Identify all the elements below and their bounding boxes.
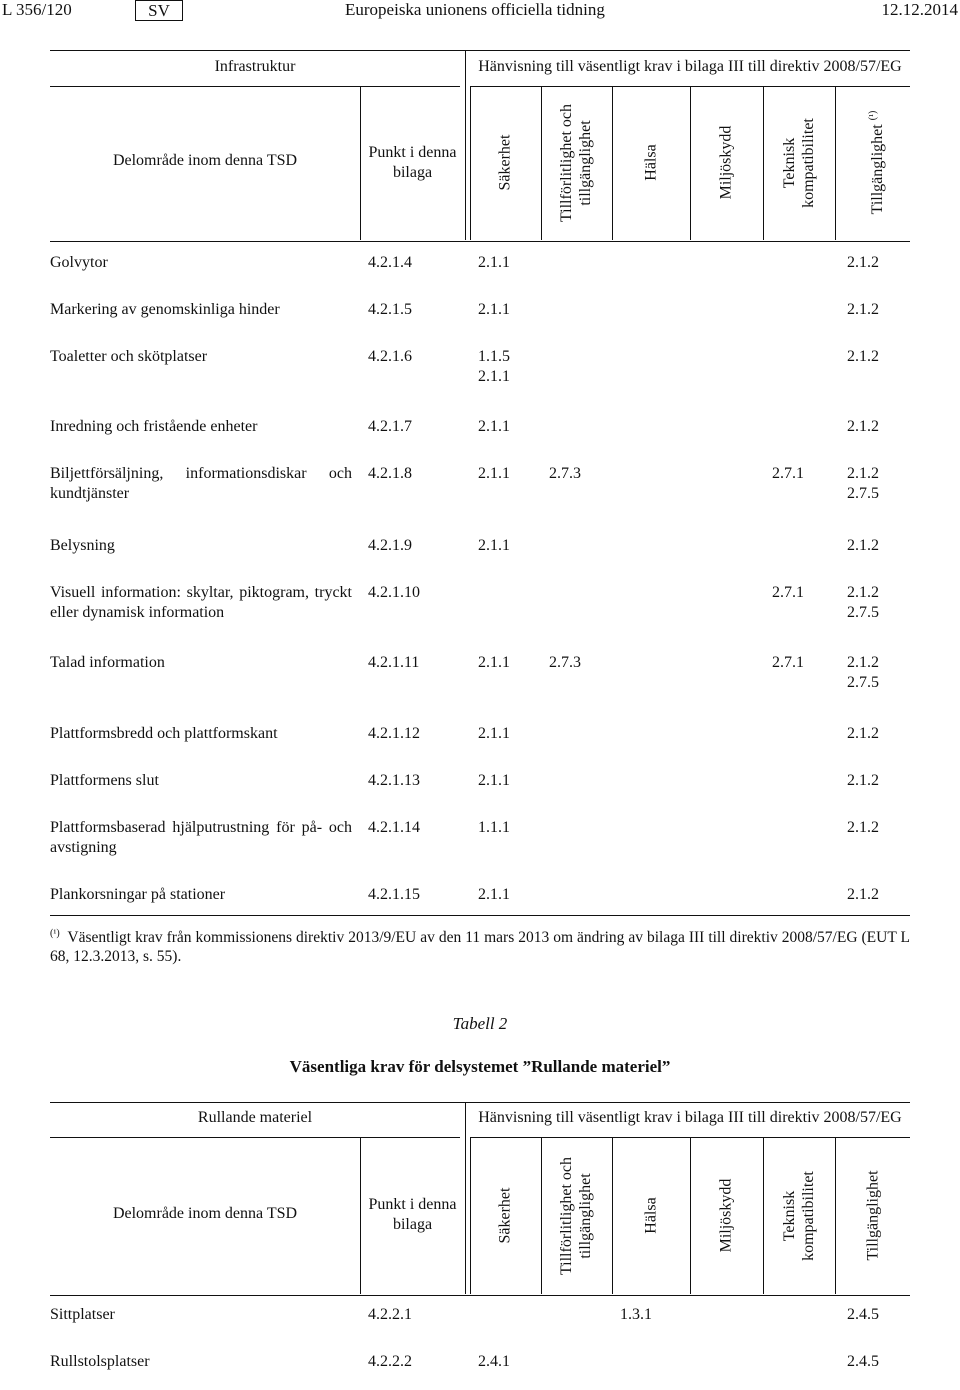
cell-name: Toaletter och skötplatser	[50, 348, 208, 365]
cell-point: 4.2.1.5	[368, 301, 412, 318]
col-divider	[541, 86, 542, 240]
publication-date: 12.12.2014	[881, 0, 958, 19]
footnote-mark: (¹)	[50, 928, 60, 939]
col-divider	[763, 1137, 764, 1294]
cell-name: Rullstolsplatser	[50, 1353, 150, 1370]
cell-point: 4.2.1.10	[368, 584, 420, 601]
group-label-rolling-stock: Rullande materiel	[197, 1109, 313, 1126]
cell-sak: 1.1.1	[478, 819, 510, 836]
col-header-reliability: Tillförlitlighet och tillgänglighet	[558, 103, 594, 223]
cell-point: 4.2.1.15	[368, 886, 420, 903]
cell-sak: 2.1.1	[478, 537, 510, 554]
cell-point: 4.2.1.12	[368, 725, 420, 742]
cell-point: 4.2.1.11	[368, 654, 420, 671]
cell-acc: 2.1.2	[847, 254, 879, 271]
cell-acc: 2.1.2	[847, 772, 879, 789]
col-header-safety: Säkerhet	[496, 1187, 514, 1244]
cell-point: 4.2.1.9	[368, 537, 412, 554]
cell-acc: 2.1.2	[847, 348, 879, 365]
cell-sak: 1.1.5 2.1.1	[478, 348, 510, 385]
col-divider	[470, 1137, 471, 1294]
cell-name: Inredning och fristående enheter	[50, 418, 258, 435]
cell-name: Visuell information: skyltar, piktogram, tryckt eller dynamisk information	[50, 584, 352, 621]
cell-tek: 2.7.1	[772, 584, 804, 601]
table-2-caption: Tabell 2	[452, 1014, 508, 1033]
col-header-health: Hälsa	[642, 144, 660, 181]
cell-acc: 2.1.2	[847, 886, 879, 903]
cell-name: Plankorsningar på stationer	[50, 886, 226, 903]
cell-name: Talad information	[50, 654, 165, 671]
cell-tek: 2.7.1	[772, 465, 804, 482]
col-header-point: Punkt i denna bilaga	[368, 144, 457, 181]
cell-acc: 2.1.2	[847, 537, 879, 554]
col-divider	[612, 86, 613, 240]
group-label-infrastructure: Infrastruktur	[214, 58, 296, 75]
col-divider	[470, 86, 471, 240]
col-header-accessibility-label: Tillgänglighet	[868, 124, 886, 215]
col-header-point: Punkt i denna bilaga	[368, 1196, 457, 1233]
col-divider	[835, 86, 836, 240]
col-divider	[835, 1137, 836, 1294]
col-header-environment: Miljöskydd	[717, 1178, 735, 1253]
cell-name: Belysning	[50, 537, 115, 554]
col-divider	[763, 86, 764, 240]
col-header-subsystem: Delområde inom denna TSD	[112, 1205, 298, 1222]
group-divider-left	[50, 1137, 460, 1138]
cell-sak: 2.1.1	[478, 886, 510, 903]
col-divider	[541, 1137, 542, 1294]
col-divider	[690, 86, 691, 240]
cell-sak: 2.1.1	[478, 301, 510, 318]
cell-name: Plattformsbaserad hjälputrustning för på- och avstigning	[50, 819, 352, 856]
cell-name: Biljettförsäljning, informationsdiskar och kundtjänster	[50, 465, 352, 502]
language-code: SV	[135, 0, 183, 21]
cell-tek: 2.7.1	[772, 654, 804, 671]
col-divider	[465, 50, 466, 240]
cell-sak: 2.1.1	[478, 254, 510, 271]
cell-acc: 2.1.2	[847, 301, 879, 318]
group-divider-left	[50, 86, 460, 87]
cell-point: 4.2.1.4	[368, 254, 412, 271]
cell-name: Golvytor	[50, 254, 108, 271]
col-header-safety: Säkerhet	[496, 134, 514, 191]
cell-acc: 2.1.2	[847, 418, 879, 435]
col-header-accessibility	[864, 93, 886, 233]
footnote	[50, 924, 910, 966]
table-2-title: Väsentliga krav för delsystemet ”Rullande materiel”	[289, 1057, 671, 1076]
cell-point: 4.2.1.7	[368, 418, 412, 435]
journal-title: Europeiska unionens officiella tidning	[345, 0, 605, 19]
page-header	[0, 0, 960, 22]
cell-hal: 1.3.1	[620, 1306, 652, 1323]
group-label-requirements: Hänvisning till väsentligt krav i bilaga III till direktiv 2008/57/EG	[478, 58, 902, 75]
cell-name: Plattformsbredd och plattformskant	[50, 725, 278, 742]
cell-name: Plattformens slut	[50, 772, 159, 789]
cell-sak: 2.1.1	[478, 772, 510, 789]
footnote-text: Väsentligt krav från kommissionens direktiv 2013/9/EU av den 11 mars 2013 om ändring av bilaga III till direktiv 2008/57/EG (EUT L 68, 12.3.2013, s. 55).	[50, 929, 910, 966]
cell-sak: 2.4.1	[478, 1353, 510, 1370]
cell-acc: 2.4.5	[847, 1306, 879, 1323]
cell-sak: 2.1.1	[478, 725, 510, 742]
cell-point: 4.2.2.2	[368, 1353, 412, 1370]
col-header-technical-compatibility: Teknisk kompatibilitet	[781, 118, 817, 208]
group-label-requirements: Hänvisning till väsentligt krav i bilaga III till direktiv 2008/57/EG	[478, 1109, 902, 1126]
cell-acc: 2.1.2 2.7.5	[847, 654, 879, 691]
col-header-environment: Miljöskydd	[717, 125, 735, 200]
cell-acc: 2.4.5	[847, 1353, 879, 1370]
col-header-reliability: Tillförlitlighet och tillgänglighet	[558, 1156, 594, 1276]
col-header-accessibility: Tillgänglighet	[864, 1170, 882, 1261]
cell-point: 4.2.1.8	[368, 465, 412, 482]
col-header-subsystem: Delområde inom denna TSD	[112, 152, 298, 169]
cell-point: 4.2.1.6	[368, 348, 412, 365]
cell-acc: 2.1.2	[847, 725, 879, 742]
cell-sak: 2.1.1	[478, 418, 510, 435]
cell-acc: 2.1.2 2.7.5	[847, 584, 879, 621]
footnote-reference: (¹)	[867, 110, 879, 121]
table-1-bottom-rule	[50, 915, 910, 916]
cell-sak: 2.1.1	[478, 465, 510, 482]
cell-point: 4.2.1.13	[368, 772, 420, 789]
cell-sak: 2.1.1	[478, 654, 510, 671]
col-header-technical-compatibility: Teknisk kompatibilitet	[781, 1171, 817, 1261]
cell-till: 2.7.3	[549, 654, 581, 671]
col-divider	[690, 1137, 691, 1294]
cell-acc: 2.1.2	[847, 819, 879, 836]
cell-acc: 2.1.2 2.7.5	[847, 465, 879, 502]
page-reference: L 356/120	[2, 0, 72, 19]
cell-point: 4.2.2.1	[368, 1306, 412, 1323]
col-header-health: Hälsa	[642, 1197, 660, 1234]
col-divider	[465, 1102, 466, 1294]
col-divider	[612, 1137, 613, 1294]
cell-point: 4.2.1.14	[368, 819, 420, 836]
cell-name: Sittplatser	[50, 1306, 115, 1323]
cell-name: Markering av genomskinliga hinder	[50, 301, 280, 318]
cell-till: 2.7.3	[549, 465, 581, 482]
